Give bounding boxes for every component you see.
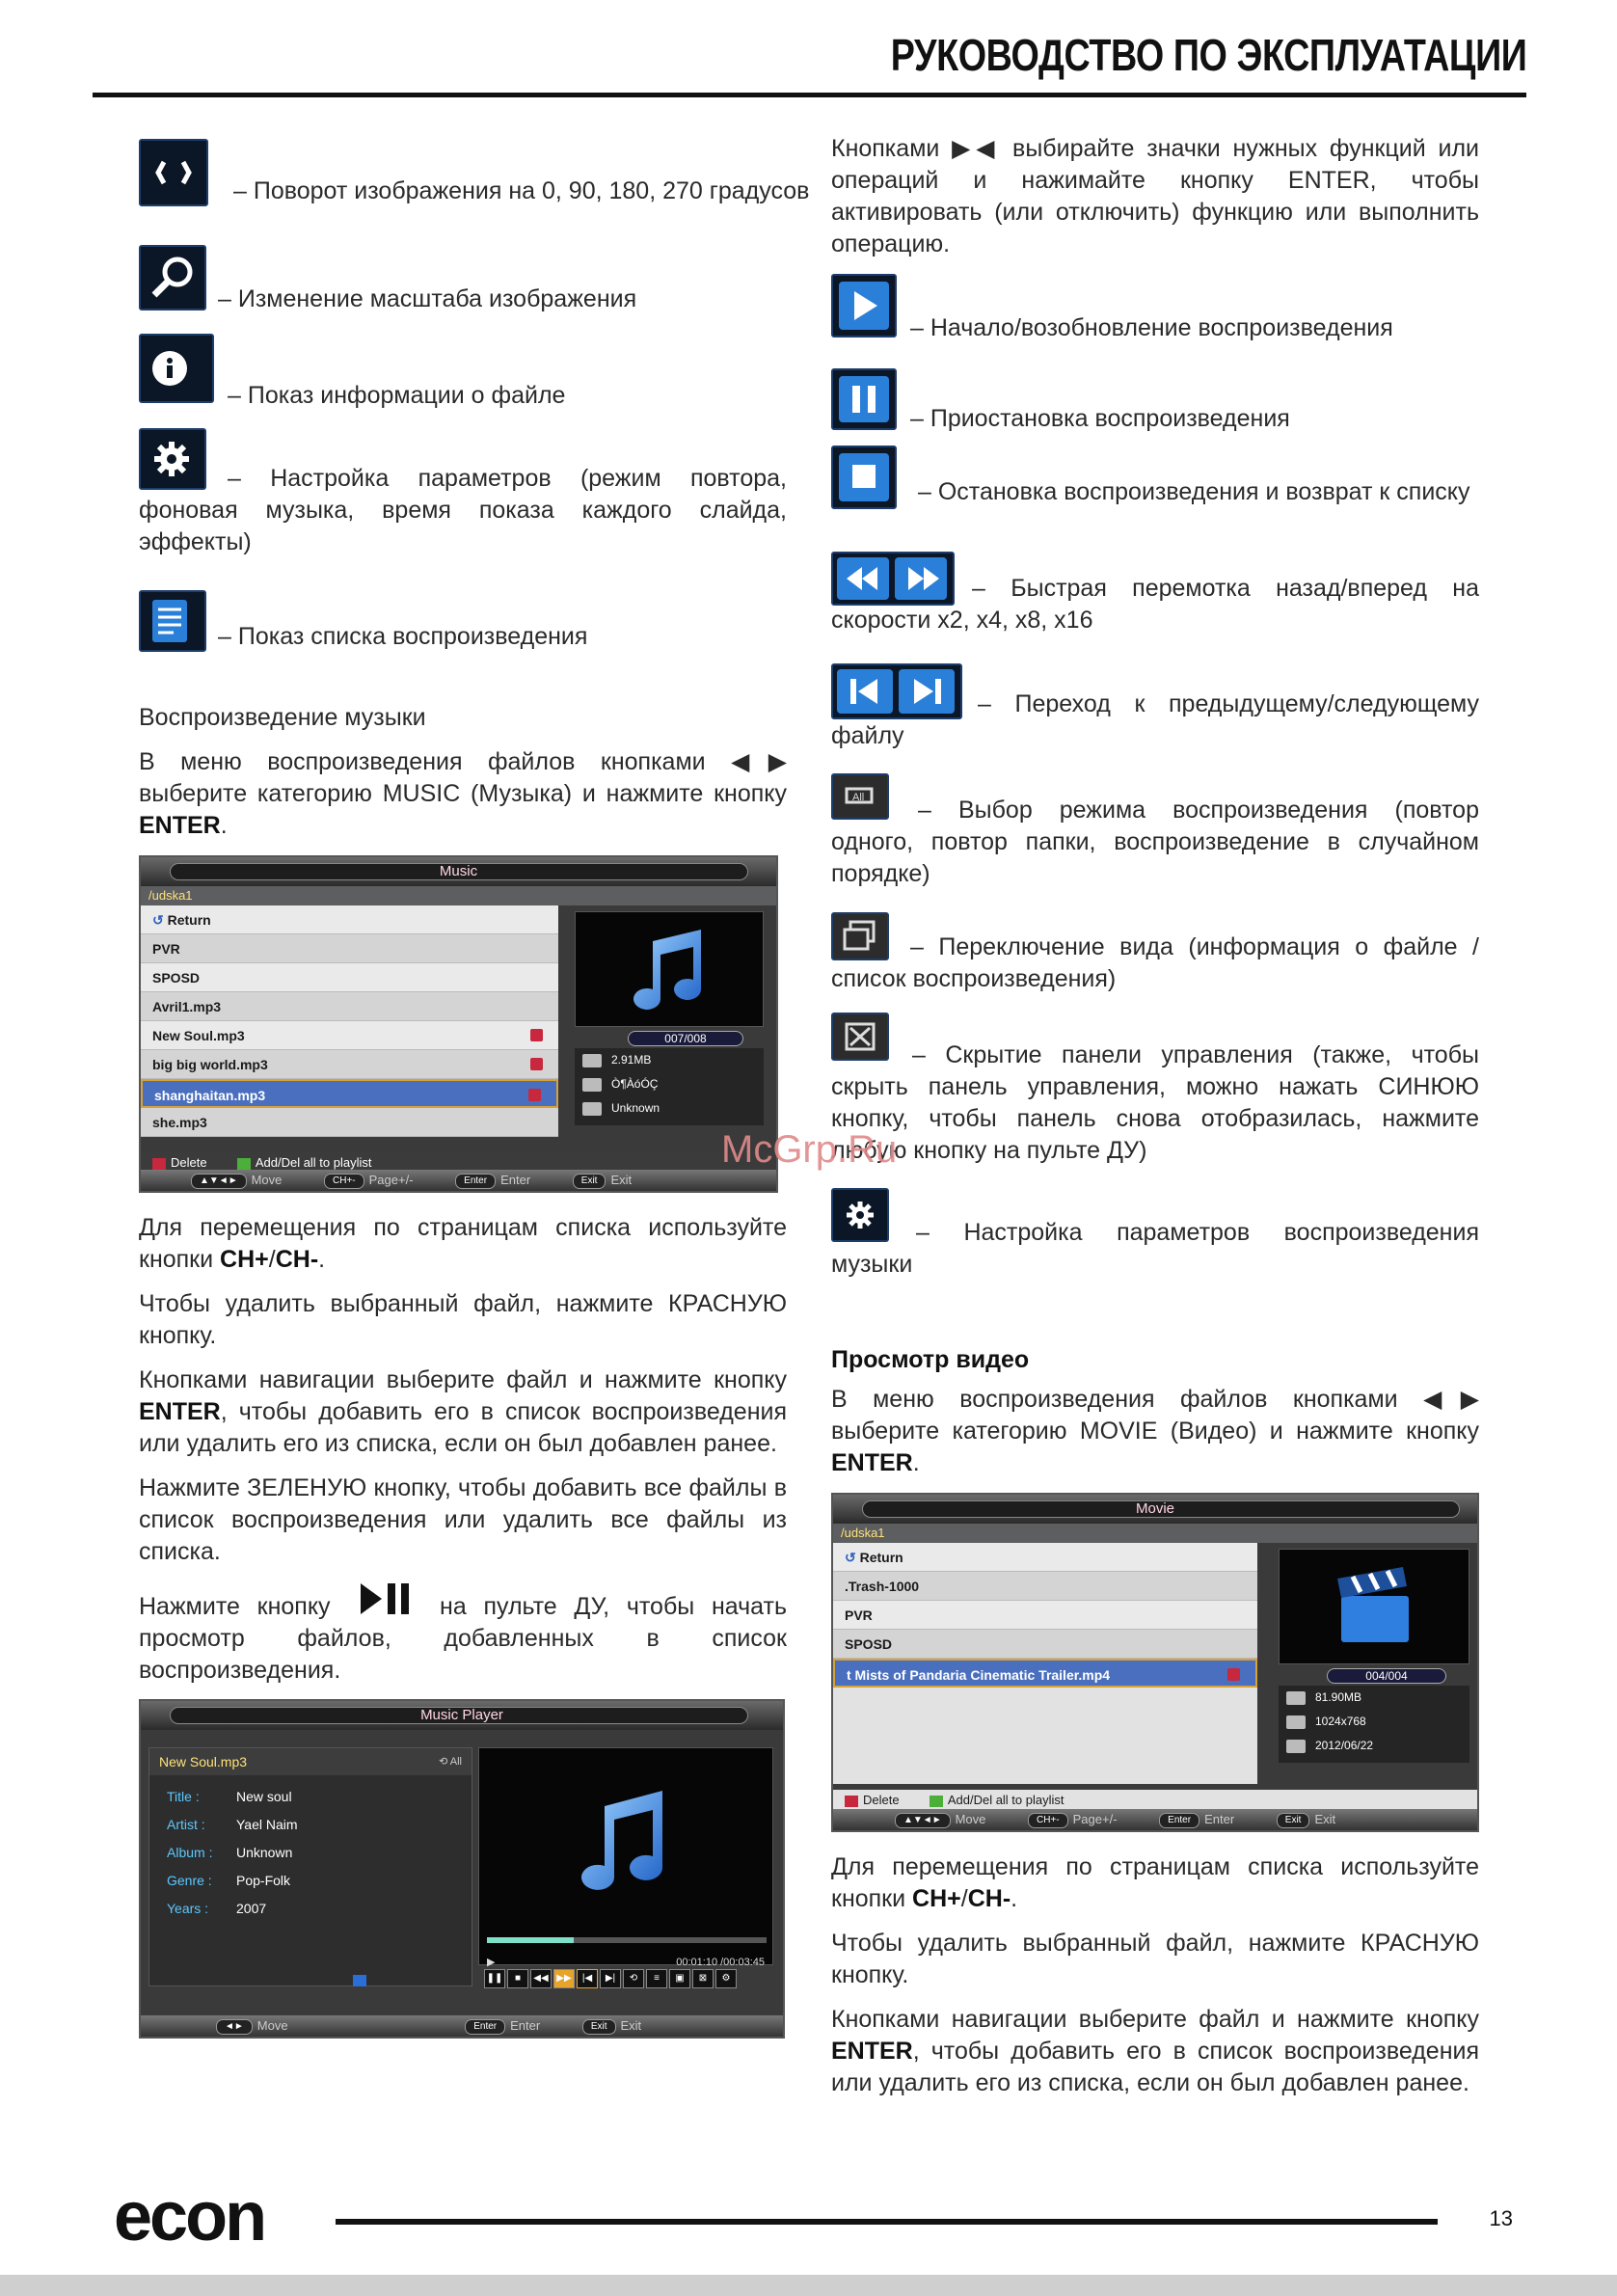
- icon-item-rotate: [139, 133, 810, 208]
- file-resolution: 1024x768: [1279, 1710, 1469, 1734]
- blue-key-icon: [353, 1975, 366, 1986]
- file-counter: 004/004: [1327, 1668, 1446, 1684]
- econ-logo: econ: [114, 2178, 265, 2255]
- repeat-all-icon: ⟲ All: [439, 1756, 462, 1768]
- file-list: [833, 1543, 1257, 1784]
- icon-item-play: [831, 274, 1479, 351]
- music-intro-text-2: выберите категорию MUSIC (Музыка) и нажмите кнопку: [139, 780, 787, 807]
- preview-pane: [575, 911, 764, 1027]
- hide-button[interactable]: ⊠: [692, 1969, 714, 1988]
- list-item[interactable]: New Soul.mp3: [141, 1021, 558, 1050]
- screen-title: Music: [439, 863, 478, 879]
- play-pause-icon: [359, 1581, 411, 1616]
- icon-item-text: – Переключение вида (информация о файле / список воспроизведения): [831, 933, 1479, 992]
- music-note-icon: [479, 1748, 774, 1941]
- paragraph-delete: Чтобы удалить выбранный файл, нажмите КРАСНУЮ кнопку.: [831, 1930, 1479, 1988]
- video-heading: Просмотр видео: [831, 1346, 1030, 1373]
- icon-item-text: – Настройка параметров (режим повтора, фоновая музыка, время показа каждого слайда, эффекты): [139, 465, 787, 555]
- list-item-selected[interactable]: t Mists of Pandaria Cinematic Trailer.mp4: [833, 1659, 1257, 1688]
- settings-button[interactable]: ⚙: [715, 1969, 737, 1988]
- pause-icon: [831, 368, 897, 430]
- icon-item-text: – Остановка воспроизведения и возврат к списку: [918, 478, 1470, 505]
- delete-hint: Delete: [171, 1155, 207, 1170]
- left-right-arrows-icon: ◀▶: [731, 748, 788, 775]
- page-number: 13: [1489, 2206, 1513, 2230]
- enter-key-label: ENTER: [831, 1449, 913, 1476]
- list-item[interactable]: SPOSD: [833, 1630, 1257, 1659]
- preview-pane: [1279, 1549, 1469, 1664]
- movie-browser-screen: [831, 1493, 1479, 1832]
- file-artist: Ò¶ÀóÓÇ: [575, 1072, 764, 1096]
- screen-title-bar: [141, 1701, 783, 1730]
- icon-item-pause: [831, 368, 1479, 432]
- file-info-box: [1279, 1686, 1469, 1763]
- video-intro: В меню воспроизведения файлов кнопками ◀▶ выберите категорию MOVIE (Видео) и нажмите кнопку ENTER.: [831, 1386, 1480, 1476]
- playlist-icon: [139, 590, 206, 652]
- screen-nav-bar: ◄► Move Enter Enter Exit Exit: [141, 2015, 783, 2037]
- footer-rule: [336, 2219, 1438, 2225]
- play-state-icon: ▶: [487, 1957, 496, 1968]
- icon-item-text: – Настройка параметров воспроизведения музыки: [831, 1219, 1479, 1278]
- pause-button[interactable]: ❚❚: [484, 1969, 505, 1988]
- screen-nav-bar: ▲▼◄► Move CH+- Page+/- Enter Enter Exit Exit: [141, 1170, 776, 1191]
- list-item[interactable]: Avril1.mp3: [141, 992, 558, 1021]
- repeat-button[interactable]: ⟲: [623, 1969, 644, 1988]
- icon-item-prev-next: [831, 663, 1479, 756]
- playlist-mark-icon: [1227, 1668, 1240, 1681]
- music-intro: В меню воспроизведения файлов кнопками ◀▶ выберите категорию MUSIC (Музыка) и нажмите кнопку ENTER.: [139, 748, 788, 839]
- icon-item-hide-panel: [831, 1013, 1479, 1171]
- file-counter: 007/008: [628, 1031, 743, 1046]
- icon-item-text: – Показ информации о файле: [228, 382, 566, 409]
- paragraph-play: Нажмите кнопку на пульте ДУ, чтобы начать просмотр файлов, добавленных в список воспроизведения.: [139, 1581, 787, 1687]
- icon-item-text: – Скрытие панели управления (также, чтобы скрыть панель управления, можно нажать СИНЮЮ кнопку, чтобы панель снова отобразилась, нажмите любую кнопку на пульте ДУ): [831, 1041, 1479, 1164]
- green-key-icon: [237, 1158, 251, 1170]
- previous-button[interactable]: |◀: [577, 1969, 598, 1988]
- clapperboard-icon: [1280, 1550, 1470, 1665]
- file-album: Unknown: [575, 1096, 764, 1121]
- video-intro-text-2: выберите категорию MOVIE (Видео) и нажмите кнопку: [831, 1418, 1479, 1445]
- paragraph-page-nav: Для перемещения по страницам списка используйте кнопки CH+/CH-.: [831, 1853, 1479, 1912]
- icon-item-text: – Приостановка воспроизведения: [910, 405, 1290, 432]
- zoom-icon: [139, 245, 206, 311]
- icon-item-text: – Поворот изображения на 0, 90, 180, 270 градусов: [233, 177, 810, 204]
- playlist-button[interactable]: ≡: [646, 1969, 667, 1988]
- icon-item-text: – Начало/возобновление воспроизведения: [910, 314, 1393, 341]
- list-item[interactable]: big big world.mp3: [141, 1050, 558, 1079]
- header-rule: [93, 93, 1526, 97]
- file-list: [141, 905, 558, 1137]
- add-hint: Add/Del all to playlist: [947, 1793, 1065, 1807]
- screen-title: Movie: [1135, 1500, 1174, 1517]
- list-item[interactable]: SPOSD: [141, 963, 558, 992]
- track-field: Years : 2007: [167, 1901, 267, 1916]
- album-art-pane: [478, 1747, 773, 1968]
- list-item-selected[interactable]: shanghaitan.mp3: [141, 1079, 558, 1108]
- icon-item-settings: [139, 428, 787, 573]
- icon-item-zoom: [139, 245, 787, 316]
- video-intro-text: В меню воспроизведения файлов кнопками: [831, 1386, 1398, 1413]
- red-key-icon: [845, 1796, 858, 1807]
- list-item[interactable]: PVR: [833, 1601, 1257, 1630]
- music-player-screen: [139, 1699, 785, 2039]
- list-item[interactable]: .Trash-1000: [833, 1572, 1257, 1601]
- playlist-mark-icon: [530, 1029, 543, 1041]
- screen-title-bar: [833, 1495, 1477, 1524]
- icon-item-rewind-forward: [831, 552, 1479, 646]
- icon-item-text: – Выбор режима воспроизведения (повтор одного, повтор папки, воспроизведение в случайном порядке): [831, 797, 1479, 887]
- track-field: Genre : Pop-Folk: [167, 1873, 291, 1888]
- file-size: 81.90MB: [1279, 1686, 1469, 1710]
- file-info-box: [575, 1048, 764, 1125]
- music-intro-text: В меню воспроизведения файлов кнопками: [139, 748, 706, 775]
- green-key-icon: [930, 1796, 943, 1807]
- paragraph-add: Кнопками навигации выберите файл и нажмите кнопку ENTER, чтобы добавить его в список воспроизведения или удалить его из списка, если он был добавлен ранее.: [139, 1366, 787, 1457]
- page-header-title: РУКОВОДСТВО ПО ЭКСПЛУАТАЦИИ: [890, 30, 1526, 80]
- svg-text:All: All: [852, 792, 865, 803]
- next-button[interactable]: ▶|: [600, 1969, 621, 1988]
- list-item[interactable]: ↺ Return: [833, 1543, 1257, 1572]
- track-info-panel: [148, 1747, 472, 1986]
- music-heading: Воспроизведение музыки: [139, 704, 426, 731]
- rotate-icon: [139, 139, 208, 206]
- play-icon: [831, 274, 897, 338]
- music-browser-screen: [139, 855, 778, 1193]
- icon-item-playlist: [139, 590, 787, 687]
- red-key-icon: [152, 1158, 166, 1170]
- file-size: 2.91MB: [575, 1048, 764, 1072]
- playlist-mark-icon: [530, 1058, 543, 1070]
- icon-item-view-switch: [831, 912, 1479, 995]
- info-icon: [139, 334, 214, 403]
- icon-item-music-settings: [831, 1188, 1479, 1327]
- track-field: Album : Unknown: [167, 1845, 293, 1860]
- player-controls: [484, 1969, 737, 1988]
- watermark: McGrp.Ru: [721, 1128, 898, 1171]
- screen-hint-bar: [833, 1790, 1477, 1811]
- progress-bar[interactable]: [487, 1937, 767, 1943]
- track-field: Title : New soul: [167, 1789, 292, 1804]
- left-right-arrows-icon: ◀▶: [1423, 1386, 1480, 1413]
- delete-hint: Delete: [863, 1793, 900, 1807]
- stop-button[interactable]: ■: [507, 1969, 528, 1988]
- list-item[interactable]: PVR: [141, 934, 558, 963]
- folder-path: /udska1: [141, 886, 776, 905]
- track-field: Artist : Yael Naim: [167, 1817, 298, 1832]
- icon-item-stop: [831, 446, 1479, 534]
- icon-item-text: – Изменение масштаба изображения: [218, 285, 637, 312]
- enter-key-label: ENTER: [139, 812, 221, 839]
- paragraph-delete: Чтобы удалить выбранный файл, нажмите КРАСНУЮ кнопку.: [139, 1290, 787, 1349]
- track-file-name: New Soul.mp3 ⟲ All: [149, 1748, 472, 1775]
- paragraph-add: Кнопками навигации выберите файл и нажмите кнопку ENTER, чтобы добавить его в список воспроизведения или удалить его из списка, если он был добавлен ранее.: [831, 2006, 1479, 2096]
- screen-nav-bar: ▲▼◄► Move CH+- Page+/- Enter Enter Exit Exit: [833, 1809, 1477, 1830]
- music-note-icon: [576, 912, 765, 1028]
- folder-path: /udska1: [833, 1524, 1477, 1543]
- paragraph-green: Нажмите ЗЕЛЕНУЮ кнопку, чтобы добавить все файлы в список воспроизведения или удалить все файлы из списка.: [139, 1474, 787, 1565]
- file-date: 2012/06/22: [1279, 1734, 1469, 1758]
- controls-intro: Кнопками ▶◀ выбирайте значки нужных функций или операций и нажимайте кнопку ENTER, чтобы активировать (или отключить) функцию или выполнить операцию.: [831, 135, 1479, 257]
- playlist-mark-icon: [528, 1089, 541, 1101]
- icon-item-text: – Переход к предыдущему/следующему файлу: [831, 690, 1479, 749]
- list-item[interactable]: ↺ Return: [141, 905, 558, 934]
- time-readout: 00:01:10 /00:03:45: [676, 1957, 765, 1968]
- fast-forward-button[interactable]: ▶▶: [553, 1969, 575, 1988]
- icon-item-info: [139, 334, 787, 411]
- bottom-band: [0, 2275, 1617, 2296]
- screen-title: Music Player: [420, 1707, 503, 1723]
- icon-item-text: – Быстрая перемотка назад/вперед на скорости x2, x4, x8, x16: [831, 575, 1479, 634]
- right-column: [831, 133, 1479, 2112]
- screen-title-bar: [141, 857, 776, 886]
- list-item[interactable]: she.mp3: [141, 1108, 558, 1137]
- icon-item-text: – Показ списка воспроизведения: [218, 623, 588, 650]
- icon-item-repeat-mode: [831, 773, 1479, 895]
- paragraph-page-nav: Для перемещения по страницам списка используйте кнопки CH+/CH-.: [139, 1214, 787, 1273]
- view-button[interactable]: ▣: [669, 1969, 690, 1988]
- track-fields: [149, 1775, 472, 1923]
- rewind-button[interactable]: ◀◀: [530, 1969, 552, 1988]
- add-hint: Add/Del all to playlist: [255, 1155, 372, 1170]
